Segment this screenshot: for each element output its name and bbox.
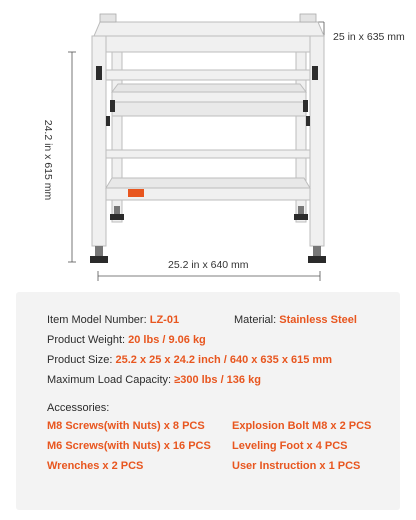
accessories-heading: Accessories:	[47, 402, 110, 414]
model-row	[47, 314, 179, 326]
top-corner-tabs	[100, 14, 316, 22]
accessory-item: User Instruction x 1 PCS	[232, 460, 361, 472]
weight-label: Product Weight:	[47, 334, 126, 346]
material-value: Stainless Steel	[279, 314, 357, 326]
model-value: LZ-01	[149, 314, 180, 326]
material-row	[234, 314, 357, 326]
depth-dimension-label: 25 in x 635 mm	[333, 31, 405, 43]
spec-card	[16, 292, 400, 510]
model-label: Item Model Number:	[47, 314, 147, 326]
accessory-item: Leveling Foot x 4 PCS	[232, 440, 348, 452]
size-row	[47, 354, 332, 366]
material-label: Material:	[234, 314, 277, 326]
load-row	[47, 374, 261, 386]
accessory-item: M8 Screws(with Nuts) x 8 PCS	[47, 420, 205, 432]
weight-value: 20 lbs / 9.06 kg	[128, 334, 206, 346]
weight-row	[47, 334, 206, 346]
accessory-item: Explosion Bolt M8 x 2 PCS	[232, 420, 372, 432]
width-dimension-line	[98, 271, 320, 281]
load-label: Maximum Load Capacity:	[47, 374, 172, 386]
height-dimension-label: 24.2 in x 615 mm	[42, 119, 54, 201]
accessory-item: Wrenches x 2 PCS	[47, 460, 144, 472]
size-label: Product Size:	[47, 354, 113, 366]
warning-label	[128, 189, 144, 197]
size-value: 25.2 x 25 x 24.2 inch / 640 x 635 x 615 mm	[115, 354, 332, 366]
width-dimension-label: 25.2 in x 640 mm	[168, 259, 249, 271]
leveling-feet	[90, 206, 326, 263]
height-dimension-line	[68, 52, 76, 262]
stand-frame	[92, 22, 324, 246]
accessory-item: M6 Screws(with Nuts) x 16 PCS	[47, 440, 211, 452]
load-value: ≥300 lbs / 136 kg	[174, 374, 261, 386]
